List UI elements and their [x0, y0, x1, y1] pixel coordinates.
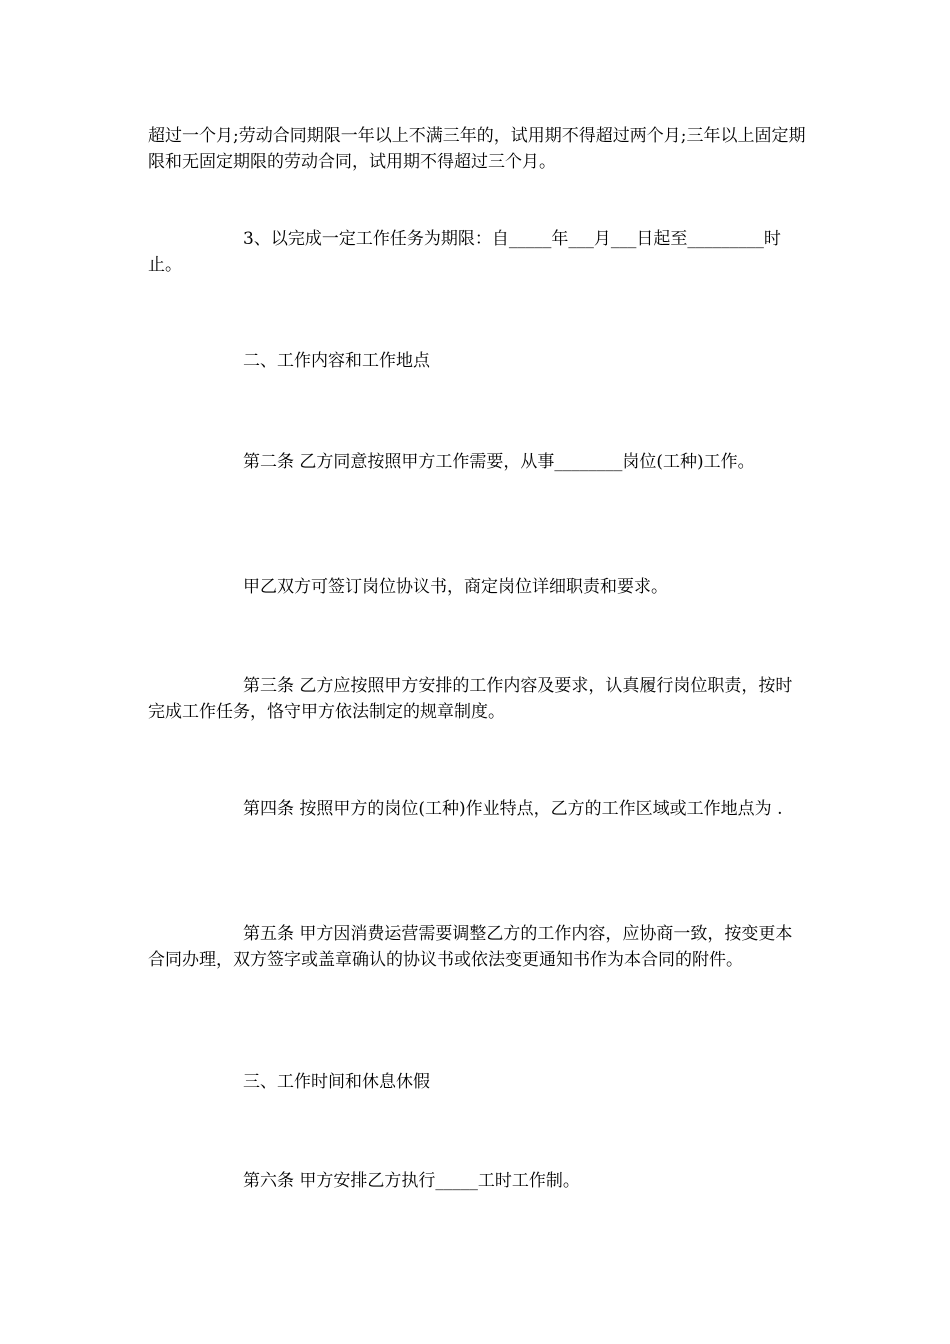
section-heading-working-hours-rest: 三、工作时间和休息休假	[243, 1072, 430, 1092]
paragraph-task-term: 3、以完成一定工作任务为期限：自_____年___月___日起至_________时止。	[148, 229, 781, 275]
paragraph-probation-period: 超过一个月;劳动合同期限一年以上不满三年的，试用期不得超过两个月;三年以上固定期限和无固定期限的劳动合同，试用期不得超过三个月。	[148, 126, 806, 172]
paragraph-post-agreement: 甲乙双方可签订岗位协议书，商定岗位详细职责和要求。	[243, 577, 668, 597]
paragraph-article-2: 第二条 乙方同意按照甲方工作需要，从事________岗位(工种)工作。	[243, 452, 755, 472]
paragraph-article-5: 第五条 甲方因消费运营需要调整乙方的工作内容，应协商一致，按变更本合同办理，双方签字或盖章确认的协议书或依法变更通知书作为本合同的附件。	[148, 924, 793, 970]
paragraph-article-4: 第四条 按照甲方的岗位(工种)作业特点，乙方的工作区域或工作地点为 .	[243, 799, 783, 819]
paragraph-article-6: 第六条 甲方安排乙方执行_____工时工作制。	[243, 1171, 580, 1191]
paragraph-article-3: 第三条 乙方应按照甲方安排的工作内容及要求，认真履行岗位职责，按时完成工作任务，恪守甲方依法制定的规章制度。	[148, 676, 793, 722]
section-heading-work-content-location: 二、工作内容和工作地点	[243, 351, 430, 371]
